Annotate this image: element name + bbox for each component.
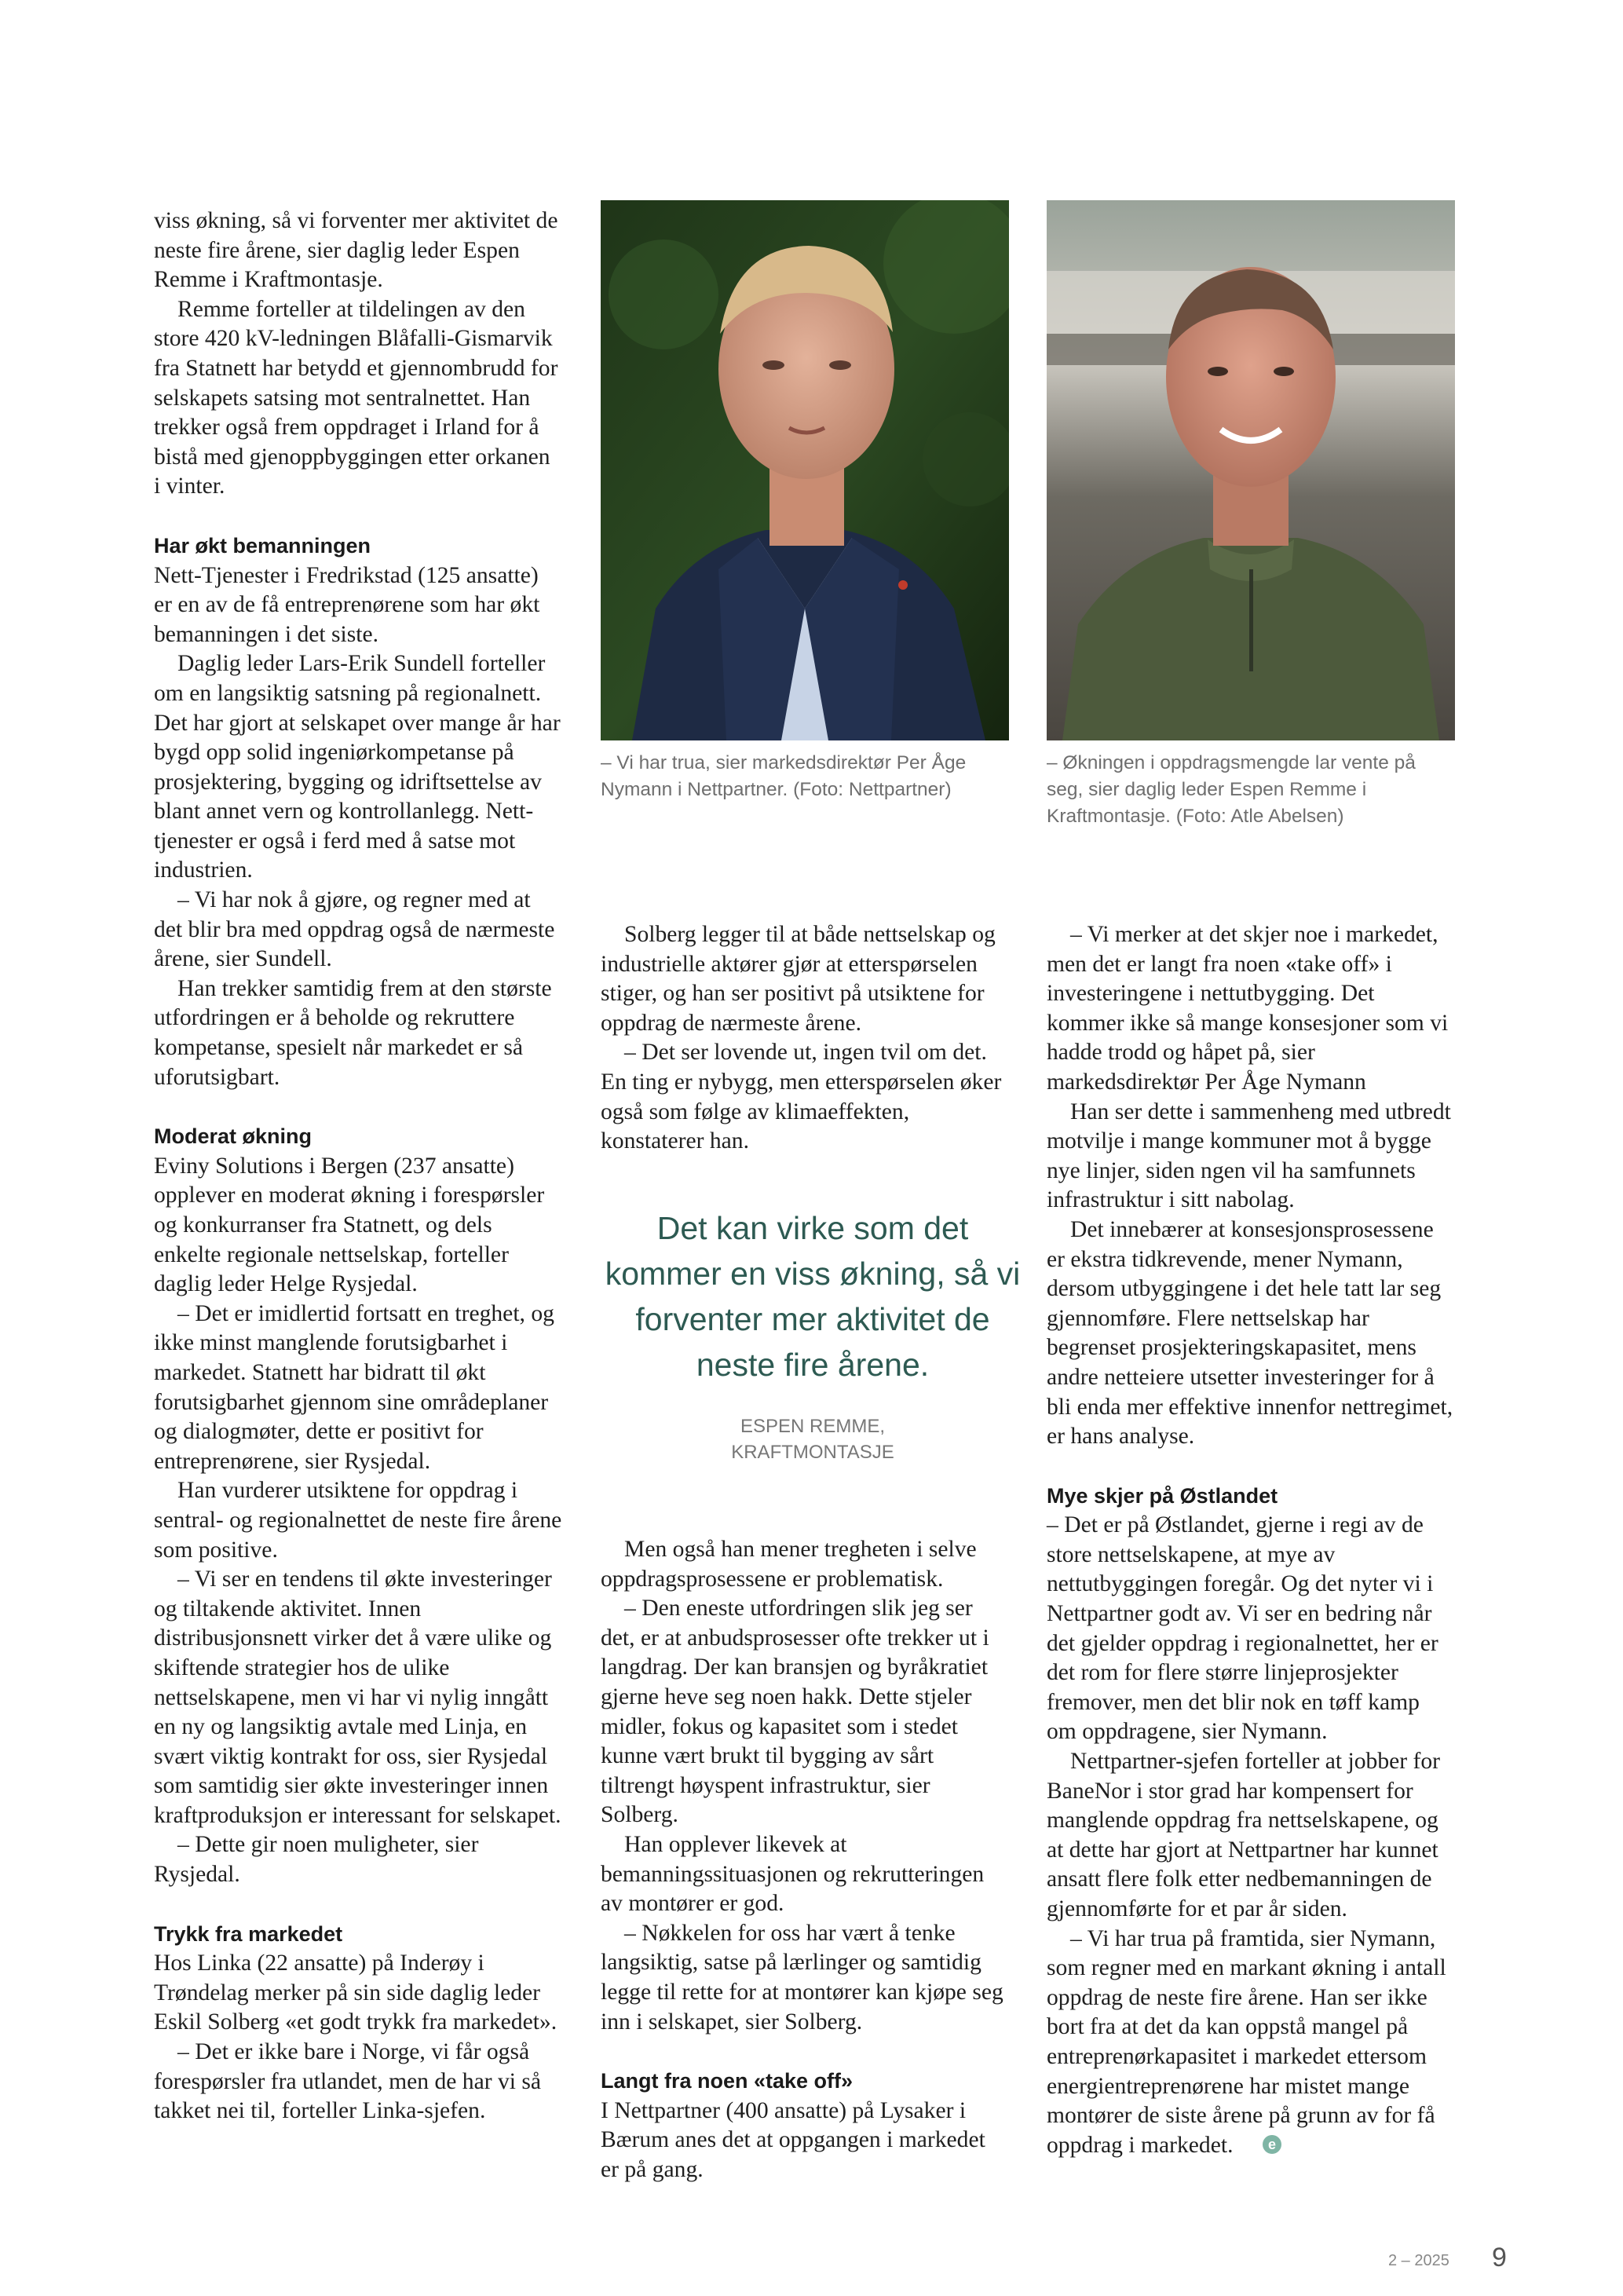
paragraph: Nett-Tjenester i Fredrikstad (125 ansatte) er en av de få entreprenørene som har økt bemanningen i det siste. bbox=[154, 562, 540, 647]
e-logo-icon bbox=[1238, 2133, 1282, 2163]
article-column-3 bbox=[1047, 920, 1455, 2163]
paragraph: Solberg legger til at både nettselskap og industrielle aktører gjør at etterspørselen stiger, og han ser positivt på utsiktene for oppdrag de nærmeste årene. bbox=[601, 922, 996, 1036]
paragraph: Han opplever likevek at bemanningssituasjonen og rekrutteringen av montører er god. bbox=[601, 1831, 985, 1917]
paragraph: – Den eneste utfordringen slik jeg ser det, er at anbudsprosesser ofte trekker ut i langdrag. Der kan bransjen og byråkratiet gjerne heve seg noen hakk. Dette stjeler midler, fokus og kapasitet som i stedet kunne vært brukt til bygging av sårt tiltrengt høyspent infrastruktur, sier Solberg. bbox=[601, 1596, 989, 1828]
article-column-2-top bbox=[601, 920, 1009, 1157]
photo-per-age-nymann bbox=[601, 200, 1009, 740]
pull-quote: Det kan virke som det kommer en viss økning, så vi forventer mer aktivitet de neste fire årene. bbox=[605, 1210, 1021, 1383]
article-column-2-bottom bbox=[601, 1535, 1009, 2184]
section-heading: Har økt bemanningen bbox=[154, 533, 371, 558]
paragraph bbox=[1047, 1925, 1455, 2163]
paragraph: Daglig leder Lars-Erik Sundell forteller om en langsiktig satsning på regionalnett. Det har gjort at selskapet over mange år har bygd opp solid ingeniørkompetanse på prosjektering, bygging og idriftsettelse av blant annet vern og kontrollanlegg. Nett-tjenester er også i ferd med å satse mot industrien. bbox=[154, 651, 561, 883]
paragraph: Nettpartner-sjefen forteller at jobber for BaneNor i stor grad har kompensert for manglende oppdrag fra nettselskapene, og at dette har gjort at Nettpartner har kunnet ansatt flere folk etter nedbemanningen de gjennomførte for et par år siden. bbox=[1047, 1749, 1441, 1921]
paragraph: Men også han mener tregheten i selve oppdragsprosessene er problematisk. bbox=[601, 1537, 977, 1592]
paragraph: – Vi har nok å gjøre, og regner med at det blir bra med oppdrag også de nærmeste årene, sier Sundell. bbox=[154, 887, 555, 972]
paragraph: – Det er imidlertid fortsatt en treghet, og ikke minst manglende forutsigbarhet i markedet. Statnett har bidratt til økt forutsigbarhet gjennom sine områdeplaner og dialogmøter, dette er positivt for entreprenørene, sier Rysjedal. bbox=[154, 1300, 554, 1474]
paragraph: – Dette gir noen muligheter, sier Rysjedal. bbox=[154, 1832, 479, 1888]
paragraph: Han vurderer utsiktene for oppdrag i sentral- og regionalnettet de neste fire årene som positive. bbox=[154, 1478, 562, 1563]
paragraph: Eviny Solutions i Bergen (237 ansatte) opplever en moderat økning i forespørsler og konkurranser fra Statnett, og dels enkelte regionale nettselskap, forteller daglig leder Helge Rysjedal. bbox=[154, 1153, 545, 1297]
paragraph: – Nøkkelen for oss har vært å tenke langsiktig, satse på lærlinger og samtidig legge til rette for at montører kan kjøpe seg inn i selskapet, sier Solberg. bbox=[601, 1920, 1003, 2035]
paragraph: Hos Linka (22 ansatte) på Inderøy i Trøndelag merker på sin side daglig leder Eskil Solberg «et godt trykk fra markedet». bbox=[154, 1951, 557, 2035]
photo-espen-remme bbox=[1047, 200, 1455, 740]
pull-quote-name: ESPEN REMME, bbox=[740, 1416, 886, 1437]
article-column-1 bbox=[154, 207, 562, 2126]
page-number: 9 bbox=[1492, 2243, 1507, 2272]
paragraph: Han ser dette i sammenheng med utbredt motvilje i mange kommuner mot å bygge nye linjer, siden ngen vil ha samfunnets infrastruktur i sitt nabolag. bbox=[1047, 1099, 1451, 1213]
paragraph: viss økning, så vi forventer mer aktivitet de neste fire årene, sier daglig leder Espen Remme i Kraftmontasje. bbox=[154, 208, 558, 293]
section-heading: Moderat økning bbox=[154, 1124, 312, 1149]
paragraph: Remme forteller at tildelingen av den store 420 kV-ledningen Blåfalli-Gismarvik fra Statnett har betydd et gjennombrudd for selskapets satsing mot sentralnettet. Han trekker også frem oppdraget i Irland for å bistå med gjenoppbyggingen etter orkanen i vinter. bbox=[154, 296, 558, 499]
paragraph: – Det er ikke bare i Norge, vi får også forespørsler fra utlandet, men de har vi så takket nei til, forteller Linka-sjefen. bbox=[154, 2039, 542, 2124]
paragraph: – Det er på Østlandet, gjerne i regi av de store nettselskapene, at mye av nettutbyggingen foregår. Og det nyter vi i Nettpartner godt av. Vi ser en bedring når det gjelder oppdrag i regionalnettet, her er det rom for flere større linjeprosjekter fremover, men det blir nok en tøff kamp om oppdragene, sier Nymann. bbox=[1047, 1512, 1438, 1745]
photo-caption-right: – Økningen i oppdragsmengde lar vente på seg, sier daglig leder Espen Remme i Kraftmontasje. (Foto: Atle Abelsen) bbox=[1047, 752, 1416, 827]
pull-quote-organization: KRAFTMONTASJE bbox=[731, 1442, 894, 1463]
section-heading: Trykk fra markedet bbox=[154, 1921, 343, 1946]
svg-text:e: e bbox=[1267, 2136, 1276, 2152]
paragraph: – Vi ser en tendens til økte investeringer og tiltakende aktivitet. Innen distribusjonsnett virker det å være ulike og skiftende strategier hos de ulike nettselskapene, men vi har vi nylig inngått en ny og langsiktig avtale med Linja, en svært viktig kontrakt for oss, sier Rysjedal som samtidig sier økte investeringer innen kraftproduksjon er interessant for selskapet. bbox=[154, 1567, 561, 1828]
section-heading: Langt fra noen «take off» bbox=[601, 2069, 854, 2093]
paragraph: – Det ser lovende ut, ingen tvil om det. En ting er nybygg, men etterspørselen øker også som følge av klimaeffekten, konstaterer han. bbox=[601, 1040, 1002, 1154]
paragraph: Det innebærer at konsesjonsprosessene er ekstra tidkrevende, mener Nymann, dersom utbyggingene i det hele tatt lar seg gjennomføre. Flere nettselskap har begrenset prosjekteringskapasitet, mens andre netteiere utsetter investeringer for å bli enda mer effektive innenfor nettregimet, er hans analyse. bbox=[1047, 1216, 1453, 1450]
paragraph: – Vi merker at det skjer noe i markedet, men det er langt fra noen «take off» i investeringene i nettutbygging. Det kommer ikke så mange konsesjoner som vi hadde trodd og håpet på, sier markedsdirektør Per Åge Nymann bbox=[1047, 922, 1449, 1095]
section-heading: Mye skjer på Østlandet bbox=[1047, 1483, 1278, 1508]
photo-caption-left: – Vi har trua, sier markedsdirektør Per Åge Nymann i Nettpartner. (Foto: Nettpartner) bbox=[601, 752, 967, 800]
paragraph-text: – Vi har trua på framtida, sier Nymann, som regner med en markant økning i antall oppdrag de neste fire årene. Han ser ikke bort fra at det da kan oppstå mangel på entreprenørkapasitet i markedet ettersom energientreprenørene har mistet mange montører de siste årene på grunn av for få oppdrag i markedet. bbox=[1047, 1925, 1446, 2158]
pull-quote-attribution bbox=[605, 1413, 1021, 1465]
paragraph: Han trekker samtidig frem at den største utfordringen er å beholde og rekruttere kompetanse, spesielt når markedet er så uforutsigbart. bbox=[154, 975, 552, 1090]
paragraph: I Nettpartner (400 ansatte) på Lysaker i Bærum anes det at oppgangen i markedet er på gang. bbox=[601, 2097, 985, 2182]
issue-label: 2 – 2025 bbox=[1388, 2252, 1449, 2269]
